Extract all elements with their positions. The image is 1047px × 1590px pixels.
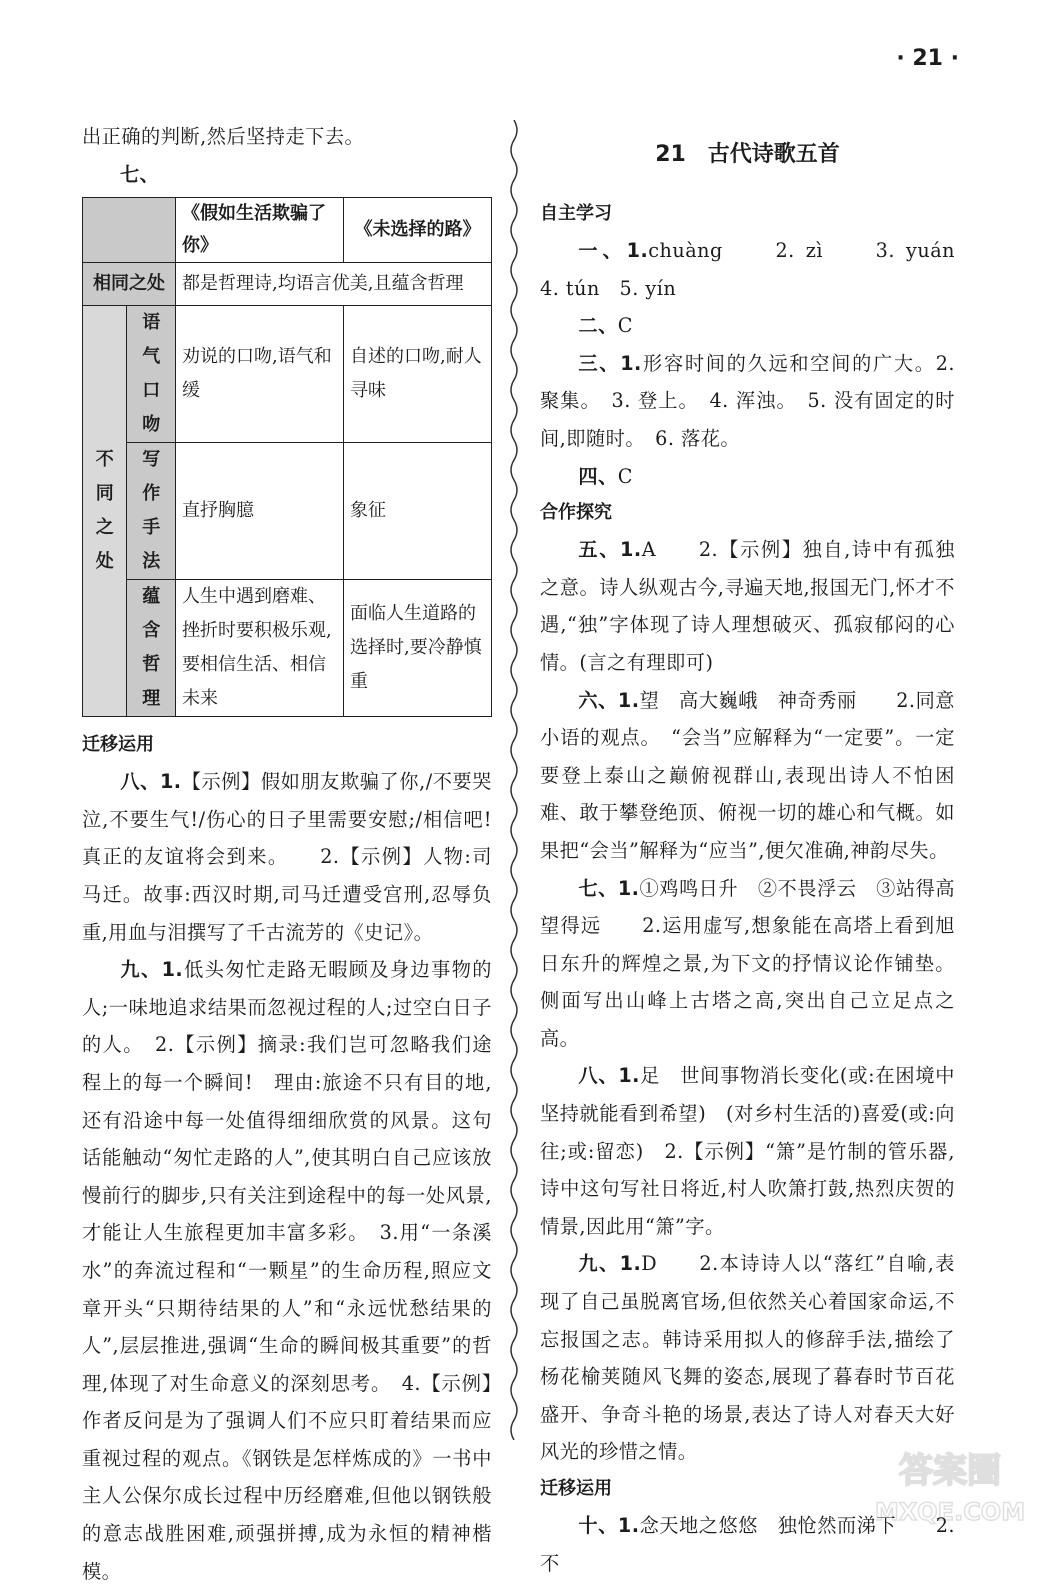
- r7-number: 七、1.: [578, 876, 640, 900]
- page-number: · 21 ·: [896, 46, 959, 71]
- table-cell: 象征: [344, 443, 492, 580]
- r10-number: 十、1.: [578, 1514, 640, 1537]
- r9-number: 九、1.: [578, 1252, 642, 1276]
- table-header-b: 《未选择的路》: [344, 198, 492, 263]
- answer-r7: [540, 870, 955, 1058]
- q9-text: 低头匆忙走路无暇顾及身边事物的人;一味地追求结果而忽视过程的人;过空白日子的人。 2.【示例】摘录:我们岂可忽略我们途程上的每一个瞬间! 理由:旅途不只有目的地,还有沿途中每一处值得细细欣赏的风景。这句话能触动“匆忙走路的人”,使其明白自己应该放慢前行的脚步,只有关注到途程中的每一处风景,才能让人生旅程更加丰富多彩。 3.用“一条溪水”的奔流过程和“一颗星”的生命历程,照应文章开头“只期待结果的人”和“永远忧愁结果的人”,层层推进,强调“生命的瞬间极其重要”的哲理,体现了对生命意义的深刻思考。 4.【示例】作者反问是为了强调人们不应只盯着结果而应重视过程的观点。《钢铁是怎样炼成的》一书中主人公保尔成长过程中历经磨难,但他以钢铁般的意志战胜困难,顽强拼搏,成为永恒的精神楷模。: [82, 958, 492, 1583]
- r2-text: C: [617, 314, 633, 338]
- r10-text: 念天地之悠悠 独怆然而涕下 2.不: [540, 1514, 955, 1575]
- r1-number: 一、1.: [578, 239, 649, 262]
- answer-r6: [540, 682, 955, 870]
- answer-q8: [82, 763, 492, 951]
- table-same-text: 都是哲理诗,均语言优美,且蕴含哲理: [176, 263, 492, 306]
- section-title-cooperation: 合作探究: [540, 502, 612, 524]
- table-header-a: 《假如生活欺骗了你》: [176, 198, 344, 263]
- r4-number: 四、: [578, 464, 618, 488]
- answer-r2: [540, 307, 955, 345]
- answer-q9: [82, 951, 492, 1590]
- column-divider: [505, 120, 523, 1440]
- table-cell: 自述的口吻,耐人寻味: [344, 306, 492, 443]
- r7-text: ①鸡鸣日升 ②不畏浮云 ③站得高望得远 2.运用虚写,想象能在高塔上看到旭日东升的辉煌之景,为下文的抒情议论作铺垫。侧面写出山峰上古塔之高,突出自己立足点之高。: [540, 876, 956, 1050]
- answer-r4: [540, 458, 955, 496]
- table-row-label: 语气口吻: [127, 306, 176, 443]
- table-cell: 人生中遇到磨难、挫折时要积极乐观,要相信生活、相信未来: [176, 580, 344, 717]
- watermark-logo: [870, 1440, 1030, 1530]
- r3-number: 三、1.: [578, 351, 642, 375]
- r6-number: 六、1.: [578, 688, 640, 712]
- left-top-line: 出正确的判断,然后坚持走下去。: [82, 125, 365, 148]
- table-row-label: 写作手法: [127, 443, 176, 580]
- lesson-title: 21 古代诗歌五首: [655, 142, 840, 167]
- r1-text: chuàng 2. zì 3. yuán 4. tún 5. yín: [540, 239, 995, 300]
- table-diff-label: 不同之处: [83, 306, 127, 717]
- r4-text: C: [617, 464, 633, 488]
- answer-r8: [540, 1057, 955, 1245]
- answer-r1: [540, 232, 995, 307]
- table-cell: 直抒胸臆: [176, 443, 344, 580]
- table-same-label: 相同之处: [83, 263, 176, 306]
- table-cell: 面临人生道路的选择时,要冷静慎重: [344, 580, 492, 717]
- r2-number: 二、: [578, 314, 618, 338]
- q8-text: 【示例】假如朋友欺骗了你,/不要哭泣,不要生气!/伤心的日子里需要安慰;/相信吧!真正的友谊将会到来。 2.【示例】人物:司马迁。故事:西汉时期,司马迁遭受宫刑,忍辱负重,用血与泪撰写了千古流芳的《史记》。: [82, 770, 492, 944]
- answer-r3: [540, 345, 955, 458]
- section-title-self-study: 自主学习: [540, 203, 612, 224]
- table-row-label: 蕴含哲理: [127, 580, 176, 717]
- q7-label: 七、: [120, 162, 160, 186]
- table-corner: [83, 198, 176, 263]
- r5-number: 五、1.: [578, 538, 642, 562]
- q9-number: 九、1.: [120, 958, 184, 982]
- right-column: [540, 118, 995, 1582]
- svg-text:MXQE.COM: MXQE.COM: [874, 1498, 1026, 1526]
- q8-number: 八、1.: [120, 770, 182, 794]
- section-title-apply-right: 迁移运用: [540, 1478, 612, 1499]
- r5-text: A 2.【示例】独自,诗中有孤独之意。诗人纵观古今,寻遍天地,报国无门,怀才不遇,“独”字体现了诗人理想破灭、孤寂郁闷的心情。(言之有理即可): [540, 538, 955, 674]
- svg-text:答案圈: 答案圈: [899, 1451, 1001, 1491]
- r3-text: 形容时间的久远和空间的广大。2. 聚集。 3. 登上。 4. 浑浊。 5. 没有固定的时间,即随时。 6. 落花。: [540, 351, 956, 450]
- answer-r9: [540, 1245, 955, 1471]
- r8-number: 八、1.: [578, 1064, 640, 1088]
- comparison-table: [82, 197, 492, 717]
- r9-text: D 2.本诗诗人以“落红”自喻,表现了自己虽脱离官场,但依然关心着国家命运,不忘报国之志。韩诗采用拟人的修辞手法,描绘了杨花榆荚随风飞舞的姿态,展现了暮春时节百花盛开、争奇斗艳的场景,表达了诗人对春天大好风光的珍惜之情。: [540, 1252, 955, 1464]
- answer-r5: [540, 531, 955, 681]
- section-title-apply: 迁移运用: [82, 734, 154, 756]
- table-cell: 劝说的口吻,语气和缓: [176, 306, 344, 443]
- r8-text: 足 世间事物消长变化(或:在困境中坚持就能看到希望) (对乡村生活的)喜爱(或:向往;或:留恋) 2.【示例】“箫”是竹制的管乐器,诗中这句写社日将近,村人吹箫打鼓,热烈庆贺的情景,因此用“箫”字。: [540, 1064, 955, 1238]
- left-column: [82, 118, 492, 1590]
- r6-text: 望 高大巍峨 神奇秀丽 2.同意小语的观点。 “会当”应解释为“一定要”。一定要登上泰山之巅俯视群山,表现出诗人不怕困难、敢于攀登绝顶、俯视一切的雄心和气概。如果把“会当”解释为“应当”,便欠准确,神韵尽失。: [540, 688, 955, 862]
